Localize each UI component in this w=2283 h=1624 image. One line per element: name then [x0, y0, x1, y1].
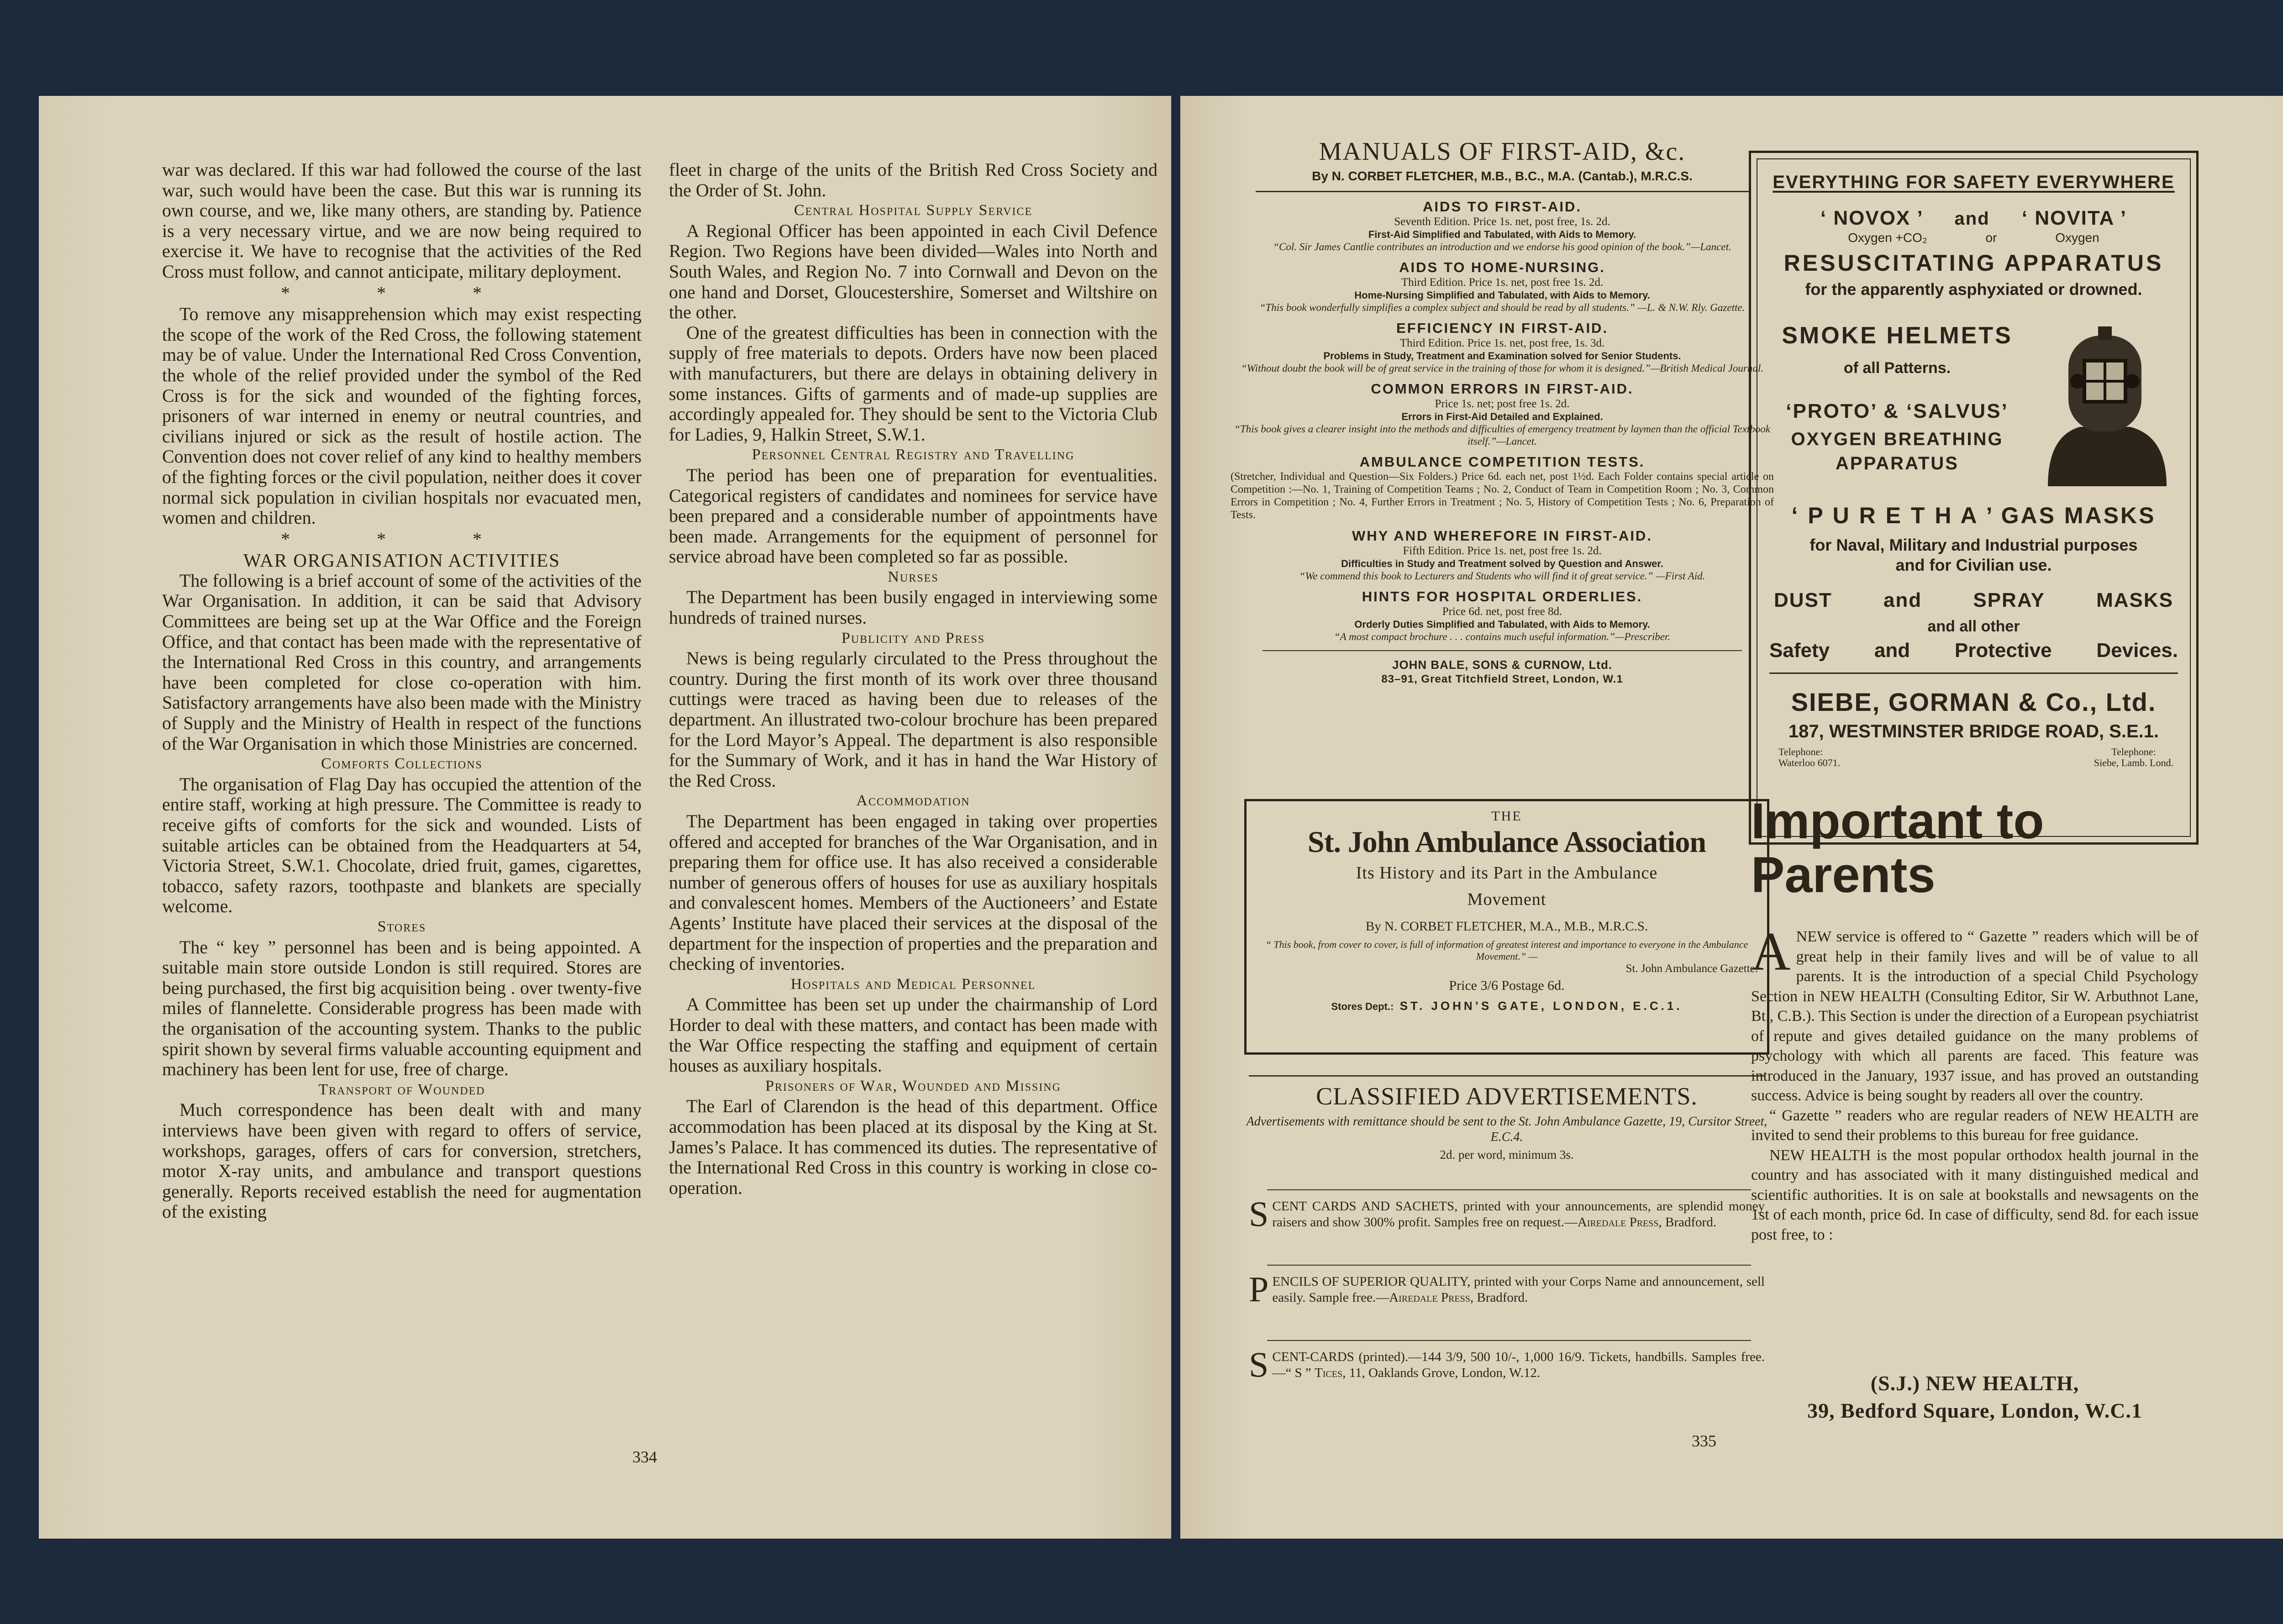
- right-page: [1180, 96, 2283, 1539]
- sja-title: St. John Ambulance Association: [1307, 825, 1706, 859]
- subheading: Nurses: [888, 568, 939, 585]
- paragraph: NEW HEALTH is the most popular orthodox health journal in the country and has associated with it many distinguished medical and scientific authorities. It is on sale at bookstalls and newsagents on the 1st of each month, price 6d. In case of difficulty, send 8d. for each issue post free, to :: [1751, 1146, 2199, 1243]
- paragraph: A Regional Officer has been appointed in each Civil Defence Region. Two Regions have been divided—Wales into North and South Wales, and Region No. 7 into Cornwall and Devon on the one hand and Dorset, Gloucestershire, Somerset and Wiltshire on the other.: [669, 220, 1157, 323]
- sja-author: By N. CORBET FLETCHER, M.A., M.B., M.R.C.S.: [1365, 919, 1648, 934]
- paragraph: “ Gazette ” readers who are regular readers of NEW HEALTH are invited to send their problems to this bureau for free guidance.: [1751, 1107, 2199, 1144]
- book-title: HINTS FOR HOSPITAL ORDERLIES.: [1362, 589, 1643, 604]
- book-review: “Without doubt the book will be of great service in the training of those for whom it is designed.”—British Medical Journal.: [1241, 363, 1763, 374]
- paragraph: Much correspondence has been dealt with and many interviews have been given with regard to offers of service, workshops, garages, offers of cars for conversion, stretchers, motor X-ray units, and ambulance and transport questions generally. Reports received establish the need for augmentation of the existing: [162, 1099, 642, 1222]
- paragraph: News is being regularly circulated to the Press throughout the country. During the first month of its work over three thousand cuttings were traced as having been due to releases of the department. An illustrated two-colour brochure has been prepared for the Lord Mayor’s Appeal. The department is also responsible for the Summary of Work, and it has in hand the War History of the Red Cross.: [669, 648, 1157, 791]
- oxygen-co2-label: Oxygen +CO₂: [1848, 231, 1927, 245]
- patterns-text: of all Patterns.: [1843, 359, 1951, 377]
- book-title: AIDS TO FIRST-AID.: [1423, 199, 1582, 215]
- book-price: Seventh Edition. Price 1s. net, post free, 1s. 2d.: [1394, 215, 1610, 228]
- ad-tail: , Bradford.: [1470, 1290, 1528, 1305]
- divider: [1249, 1075, 1765, 1077]
- book-subtitle: Home-Nursing Simplified and Tabulated, with Aids to Memory.: [1354, 289, 1650, 301]
- book-title: COMMON ERRORS IN FIRST-AID.: [1371, 381, 1634, 397]
- masks-label: MASKS: [2096, 589, 2173, 611]
- book-price: Price 6d. net, post free 8d.: [1442, 605, 1562, 618]
- divider: [1769, 673, 2178, 674]
- all-other-text: and all other: [1927, 618, 2020, 635]
- spray-label: SPRAY: [1973, 589, 2045, 611]
- divider: [1267, 1340, 1751, 1341]
- telephone-number: Waterloo 6071.: [1778, 757, 1841, 768]
- novox-novita-row: [1751, 207, 2196, 230]
- company-address: 187, WESTMINSTER BRIDGE ROAD, S.E.1.: [1788, 721, 2159, 741]
- section-break: * * *: [281, 528, 523, 549]
- book-entry: [1231, 528, 1774, 582]
- asphyxiated-text: for the apparently asphyxiated or drowned.: [1805, 280, 2142, 299]
- sja-review-source: St. John Ambulance Gazette.: [1625, 962, 1758, 975]
- paragraph: One of the greatest difficulties has been in connection with the supply of free materials to depots. Orders have now been placed with manufacturers, but there are delays in obtaining delivery in some instances. Gifts of garments and of made-up supplies are accordingly appealed for. They should be sent to the Victoria Club for Ladies, 9, Halkin Street, S.W.1.: [669, 322, 1157, 445]
- telegram-address: Siebe, Lamb. Lond.: [2094, 757, 2173, 768]
- book-price: Third Edition. Price 1s. net, post free 1s. 2d.: [1401, 276, 1604, 289]
- paragraph: The Earl of Clarendon is the head of this department. Office accommodation has been placed at its disposal by the King at St. James’s Palace. It has commenced its duties. The representative of the International Red Cross in this country is working in close co-operation.: [669, 1096, 1157, 1198]
- ad-text: CENT-CARDS (printed).—144 3/9, 500 10/-, 1,000 16/9. Tickets, handbills. Samples free.—“ S ”: [1272, 1350, 1765, 1380]
- puretha-heading: ‘ P U R E T H A ’ GAS MASKS: [1791, 503, 2156, 528]
- paragraph: A Committee has been set up under the chairmanship of Lord Horder to deal with these matters, and contact has been made with the War Office respecting the staffing and equipment of certain houses as auxiliary hospitals.: [669, 994, 1157, 1076]
- drop-cap: A: [1751, 921, 1791, 982]
- telephone-label: Telephone:: [1778, 746, 1823, 757]
- classified-ad: [1249, 1269, 1765, 1309]
- resuscitating-heading: RESUSCITATING APPARATUS: [1783, 250, 2164, 276]
- book-subtitle: First-Aid Simplified and Tabulated, with Aids to Memory.: [1368, 229, 1636, 240]
- book-review: “This book wonderfully simplifies a complex subject and should be read by all students.” —L. & N.W. Rly. Gazette.: [1259, 302, 1745, 313]
- drop-cap: S: [1249, 1194, 1269, 1234]
- section-break: * * *: [281, 282, 523, 303]
- paragraph: The following is a brief account of some of the activities of the War Organisation. In addition, it can be said that Advisory Committees are being set up at the War Office and the Foreign Office, and that contact has been made with the representative of the International Red Cross in this country, and arrangements have been completed for close co-operation with him. Satisfactory arrangements have also been made with the Ministry of Supply and the Ministry of Health in respect of the functions of the War Organisation in which those Ministries are concerned.: [162, 570, 642, 754]
- sja-subtitle: Movement: [1467, 890, 1547, 909]
- paragraph: The Department has been busily engaged in interviewing some hundreds of trained nurses.: [669, 587, 1157, 628]
- book-subtitle: Difficulties in Study and Treatment solved by Question and Answer.: [1341, 558, 1663, 569]
- book-entry: [1231, 589, 1774, 643]
- safety-devices-row: [1769, 639, 2178, 662]
- subheading: Accommodation: [856, 792, 970, 809]
- book-entry: [1231, 454, 1774, 521]
- book-subtitle: Errors in First-Aid Detailed and Explained.: [1401, 411, 1603, 422]
- sja-the: THE: [1491, 809, 1522, 824]
- page-number: 335: [1692, 1432, 1716, 1450]
- new-health-address: [1751, 1370, 2199, 1424]
- novita-label: ‘ NOVITA ’: [2021, 207, 2127, 229]
- paragraph: war was declared. If this war had followed the course of the last war, such would have been the case. But this war is running its own course, and we, like many others, are standing by. Patience is a very necessary virtue, and we are now being required to exercise it. We have to recognise that the activities of the Red Cross must follow, and cannot anticipate, military deployment.: [162, 159, 642, 282]
- book-entry: [1231, 259, 1774, 314]
- protective-label: Protective: [1954, 639, 2052, 662]
- ad-advertiser: Airedale Press: [1577, 1215, 1659, 1230]
- drop-cap: S: [1249, 1345, 1269, 1384]
- siebe-gorman-advert: [1749, 151, 2199, 845]
- novox-label: ‘ NOVOX ’: [1820, 207, 1923, 229]
- divider: [1267, 1189, 1751, 1190]
- ad-advertiser: Tices: [1315, 1366, 1343, 1380]
- and-label: and: [1954, 209, 1990, 229]
- manuals-advert: [1231, 137, 1774, 687]
- parents-text: [1751, 921, 2199, 1245]
- siebe-title: EVERYTHING FOR SAFETY EVERYWHERE: [1773, 172, 2175, 192]
- sja-price: Price 3/6 Postage 6d.: [1449, 978, 1565, 993]
- divider: [1262, 650, 1742, 651]
- book-review: “A most compact brochure . . . contains much useful information.”—Prescriber.: [1334, 631, 1671, 642]
- publisher-address: 83–91, Great Titchfield Street, London, W.1: [1381, 673, 1623, 685]
- civilian-text: and for Civilian use.: [1895, 556, 2052, 574]
- subheading: Stores: [377, 918, 426, 935]
- classified-heading: CLASSIFIED ADVERTISEMENTS.: [1316, 1083, 1698, 1110]
- subheading: Comforts Collections: [321, 755, 483, 773]
- address-line: (S.J.) NEW HEALTH,: [1870, 1372, 2079, 1395]
- book-title: AIDS TO HOME-NURSING.: [1399, 259, 1605, 275]
- subheading: Publicity and Press: [841, 629, 985, 646]
- apparatus-heading: APPARATUS: [1836, 453, 1959, 473]
- and-label: and: [1883, 589, 1922, 611]
- paragraph: [1751, 921, 2199, 1106]
- sja-dept: [1256, 999, 1758, 1013]
- section-heading: WAR ORGANISATION ACTIVITIES: [243, 550, 561, 571]
- classified-note: Advertisements with remittance should be sent to the St. John Ambulance Gazette, 19, Cursitor Street, E.C.4.: [1246, 1114, 1767, 1144]
- manuals-author: By N. CORBET FLETCHER, M.B., B.C., M.A. (Cantab.), M.R.C.S.: [1312, 169, 1693, 183]
- book-entry: [1231, 381, 1774, 447]
- page-number: 334: [632, 1448, 657, 1466]
- paragraph: The Department has been engaged in taking over properties offered and accepted for branches of the War Organisation, and in preparing them for office use. It has also received a considerable number of generous offers of houses for use as auxiliary hospitals and convalescent homes. Members of the Auctioneers’ and Estate Agents’ Institute have placed their services at the disposal of the department for the inspection of properties and the preparation and checking of inventories.: [669, 811, 1157, 974]
- parents-heading: [1751, 794, 2044, 902]
- publisher-name: JOHN BALE, SONS & CURNOW, Ltd.: [1392, 658, 1613, 672]
- book-description: (Stretcher, Individual and Question—Six Folders.) Price 6d. each net, post 1½d. Each Folder contains special article on Competition :—No. 1, Training of Competition Teams ; No. 2, Conduct of Team in Competition Room ; No. 3, Common Errors in Competition ; No. 4, Further Errors in Treatment ; No. 5, History of Competition Tests ; No. 6, Preparation of Tests.: [1231, 471, 1774, 521]
- and-label: and: [1874, 639, 1910, 662]
- book-entry: [1231, 320, 1774, 374]
- telephone-label: Telephone:: [2111, 746, 2156, 757]
- proto-salvus-heading: ‘PROTO’ & ‘SALVUS’: [1786, 400, 2009, 422]
- telephone-left: [1778, 746, 1840, 768]
- book-subtitle: Orderly Duties Simplified and Tabulated, with Aids to Memory.: [1354, 619, 1650, 630]
- smoke-helmets-heading: SMOKE HELMETS: [1782, 322, 2013, 349]
- parents-heading-line: Parents: [1751, 847, 1936, 903]
- manuals-title: MANUALS OF FIRST-AID, &c.: [1319, 137, 1686, 166]
- naval-text: for Naval, Military and Industrial purposes: [1810, 536, 2138, 554]
- paragraph: The organisation of Flag Day has occupied the attention of the entire staff, working at high pressure. The Committee is ready to receive gifts of comforts for the sick and wounded. Lists of suitable articles can be obtained from the Headquarters at 54, Victoria Street, S.W.1. Chocolate, dried fruit, games, cigarettes, tobacco, safety razors, toothpaste and blankets are specially welcome.: [162, 773, 642, 917]
- smoke-helmets-block: [1769, 322, 2025, 474]
- left-column-2: [669, 160, 1157, 1198]
- sja-book-advert: [1244, 799, 1769, 1055]
- dust-spray-row: [1774, 589, 2173, 612]
- book-review: “We commend this book to Lecturers and Students who will find it of great service.” —First Aid.: [1299, 570, 1705, 582]
- book-entry: [1231, 199, 1774, 253]
- classified-ad: [1249, 1194, 1765, 1234]
- oxygen-label: Oxygen: [2055, 231, 2099, 245]
- safety-label: Safety: [1769, 639, 1830, 662]
- ad-text: CENT CARDS AND SACHETS, printed with your announcements, are splendid money raisers and show 300% profit. Samples free on request.—: [1272, 1199, 1765, 1230]
- classified-section: [1240, 1082, 1774, 1162]
- sja-dept-label: Stores Dept.:: [1331, 1001, 1394, 1012]
- book-review: “This book gives a clearer insight into the methods and difficulties of emergency treatment by laymen than the official Textbook itself.”—Lancet.: [1234, 423, 1770, 447]
- paragraph: The “ key ” personnel has been and is being appointed. A suitable main store outside London is still required. Stores are being purchased, the first big acquisition being . over twenty-five miles of flannelette. Considerable progress has been made with the organisation of the accounting system. Thanks to the public spirit shown by several firms valuable accounting equipment and machinery has been lent for use, free of charge.: [162, 936, 642, 1080]
- subheading: Transport of Wounded: [318, 1081, 485, 1098]
- book-title: EFFICIENCY IN FIRST-AID.: [1396, 320, 1609, 336]
- paragraph: The period has been one of preparation for eventualities. Categorical registers of candidates and nominees for service have been prepared and a considerable number of appointments have been made. Arrangements for the equipment of personnel for service abroad have been completed so far as possible.: [669, 464, 1157, 567]
- sja-subtitle: Its History and its Part in the Ambulance: [1356, 863, 1658, 883]
- dust-label: DUST: [1774, 589, 1832, 611]
- book-subtitle: Problems in Study, Treatment and Examination solved for Senior Students.: [1323, 350, 1681, 362]
- book-title: AMBULANCE COMPETITION TESTS.: [1359, 454, 1645, 470]
- ad-text: ENCILS OF SUPERIOR QUALITY, printed with your Corps Name and announcement, sell easily. Sample free.—: [1272, 1274, 1765, 1305]
- paragraph: fleet in charge of the units of the British Red Cross Society and the Order of St. John.: [669, 159, 1157, 200]
- left-page: [39, 96, 1171, 1539]
- oxygen-row: [1751, 231, 2196, 245]
- paragraph: To remove any misapprehension which may exist respecting the scope of the work of the Red Cross, the following statement may be of value. Under the International Red Cross Convention, the whole of the relief provided under the symbol of the Red Cross is for the sick and wounded of the fighting forces, prisoners of war interned in enemy or neutral countries, and civilians injured or sick as the result of hostile action. The Convention does not cover relief of any kind to healthy members of the fighting forces or the civil population, neither does it cover normal sick population in civilian hospitals nor evacuated men, women and children.: [162, 304, 642, 528]
- smoke-helmet-icon: [2030, 317, 2180, 491]
- ad-tail: , 11, Oaklands Grove, London, W.12.: [1342, 1366, 1541, 1380]
- book-price: Fifth Edition. Price 1s. net, post free 1s. 2d.: [1403, 545, 1602, 557]
- book-price: Price 1s. net; post free 1s. 2d.: [1435, 398, 1570, 410]
- book-price: Third Edition. Price 1s. net, post free, 1s. 3d.: [1399, 337, 1605, 349]
- subheading: Personnel Central Registry and Travelling: [752, 446, 1075, 463]
- oxygen-breathing-heading: OXYGEN BREATHING: [1791, 429, 2004, 449]
- ad-tail: , Bradford.: [1658, 1215, 1716, 1230]
- classified-price: 2d. per word, minimum 3s.: [1440, 1148, 1574, 1162]
- ad-advertiser: Airedale Press: [1389, 1290, 1470, 1305]
- company-name: SIEBE, GORMAN & Co., Ltd.: [1791, 688, 2157, 716]
- left-column-1: [162, 160, 642, 1222]
- address-line: 39, Bedford Square, London, W.C.1: [1807, 1399, 2142, 1422]
- sja-review: “ This book, from cover to cover, is full of information of greatest interest and importance to everyone in the Ambulance Movement.” —: [1265, 939, 1748, 962]
- telephone-right: [2094, 746, 2173, 768]
- book-review: “Col. Sir James Cantlie contributes an introduction and we endorse his good opinion of the book.”—Lancet.: [1273, 241, 1731, 252]
- subheading: Hospitals and Medical Personnel: [790, 975, 1036, 993]
- paragraph-text: NEW service is offered to “ Gazette ” readers which will be of great help in their family lives and will be of value to all parents. It is the introduction of a special Child Psychology Section in NEW HEALTH (Consulting Editor, Sir W. Arbuthnot Lane, Bt., C.B.). This Section is under the direction of a European psychiatrist of repute and gives detailed guidance on the many problems of psychology with which all parents are faced. This feature was introduced in the January, 1937 issue, and has proved an outstanding success. Advice is being sought by readers all over the country.: [1751, 928, 2199, 1104]
- classified-ad: [1249, 1345, 1765, 1384]
- drop-cap: P: [1249, 1269, 1269, 1309]
- divider: [1267, 1265, 1751, 1266]
- devices-label: Devices.: [2096, 639, 2178, 662]
- subheading: Prisoners of War, Wounded and Missing: [765, 1077, 1061, 1094]
- subheading: Central Hospital Supply Service: [794, 202, 1033, 219]
- divider: [1256, 191, 1749, 192]
- book-title: WHY AND WHEREFORE IN FIRST-AID.: [1352, 528, 1652, 544]
- or-label: or: [1985, 231, 1997, 245]
- parents-heading-line: Important to: [1751, 793, 2044, 849]
- sja-dept-address: ST. JOHN’S GATE, LONDON, E.C.1.: [1399, 999, 1683, 1013]
